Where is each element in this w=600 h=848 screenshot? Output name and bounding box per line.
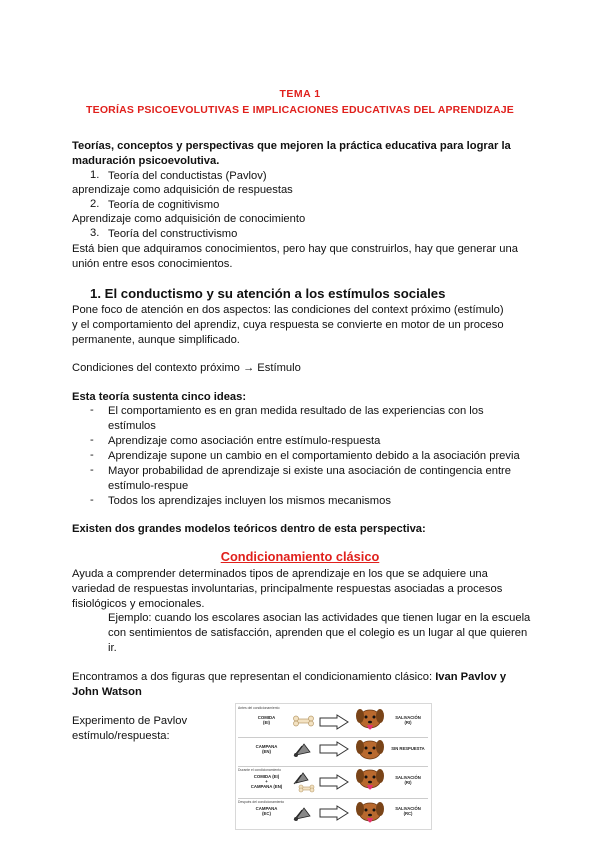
stimulus-plus: + bbox=[265, 779, 268, 784]
idea-item: Aprendizaje como asociación entre estímulo-respuesta bbox=[108, 435, 381, 447]
figures-bold1: Ivan Pavlov y bbox=[435, 671, 507, 683]
example-line2: con sentimientos de satisfacción, aprenden que el colegio es un lugar al que quieren bbox=[108, 627, 528, 639]
list-number: 2. bbox=[90, 198, 100, 210]
experiment-line2: estímulo/respuesta: bbox=[72, 730, 170, 742]
stimulus-label bbox=[239, 774, 294, 789]
response-text: SIN RESPUESTA bbox=[391, 746, 425, 751]
figure-caption: Durante el condicionamiento bbox=[238, 768, 281, 772]
bell-icon bbox=[292, 804, 314, 822]
response-code: (RI) bbox=[404, 780, 412, 785]
figure-caption: Después del condicionamiento bbox=[238, 800, 285, 804]
arrow-icon bbox=[319, 741, 349, 757]
response-label bbox=[388, 775, 428, 785]
stimulus-code: (EN) bbox=[262, 749, 271, 754]
list-number: 1. bbox=[90, 169, 100, 181]
stimulus-text: CAMPANA bbox=[255, 744, 278, 749]
stimulus-label bbox=[239, 744, 294, 754]
figures-bold2: John Watson bbox=[72, 686, 142, 698]
figures-line1 bbox=[72, 670, 506, 685]
stimulus-text: CAMPANA bbox=[255, 806, 278, 811]
intro-heading-line1: Teorías, conceptos y perspectivas que mejoren la práctica educativa para lograr la bbox=[72, 140, 511, 152]
section1-paragraph-line3: permanente, aunque simplificado. bbox=[72, 334, 240, 346]
bullet-dash: - bbox=[90, 449, 94, 461]
figure-caption: Antes del condicionamiento bbox=[238, 706, 280, 710]
bone-icon bbox=[291, 714, 316, 728]
tema-title: TEMA 1 bbox=[279, 88, 321, 100]
arrow-icon bbox=[319, 714, 349, 730]
response-text: SALIVACIÓN bbox=[395, 715, 421, 720]
pavlov-experiment-figure bbox=[235, 703, 432, 830]
clasico-paragraph-line3: fisiológicos y emocionales. bbox=[72, 598, 205, 610]
response-text: SALIVACIÓN bbox=[395, 775, 421, 780]
intro-paragraph-line1: Está bien que adquiramos conocimientos, pero hay que construirlos, hay que generar una bbox=[72, 243, 518, 255]
dog-salivating-icon bbox=[351, 766, 389, 796]
bullet-dash: - bbox=[90, 494, 94, 506]
condition-line: Condiciones del contexto próximo → Estímulo bbox=[72, 362, 301, 374]
idea-item: Todos los aprendizajes incluyen los mismos mecanismos bbox=[108, 495, 391, 507]
bullet-dash: - bbox=[90, 434, 94, 446]
figure-divider bbox=[238, 766, 428, 767]
section1-heading: 1. El conductismo y su atención a los estímulos sociales bbox=[90, 286, 446, 301]
response-label bbox=[388, 746, 428, 751]
figures-pre: Encontramos a dos figuras que representan el condicionamiento clásico: bbox=[72, 671, 433, 683]
clasico-heading: Condicionamiento clásico bbox=[220, 549, 380, 564]
clasico-paragraph-line2: variedad de respuestas involuntarias, principalmente respuestas asociadas a procesos bbox=[72, 583, 503, 595]
section1-paragraph-line1: Pone foco de atención en dos aspectos: las condiciones del context próximo (estímulo) bbox=[72, 304, 504, 316]
dog-neutral-icon bbox=[351, 736, 389, 764]
response-label bbox=[388, 715, 428, 725]
experiment-line1: Experimento de Pavlov bbox=[72, 715, 188, 727]
bell-and-bone-icon bbox=[292, 770, 318, 794]
list-item: Teoría de cognitivismo bbox=[108, 199, 220, 211]
response-label bbox=[388, 806, 428, 816]
clasico-paragraph-line1: Ayuda a comprender determinados tipos de aprendizaje en los que se adquiere una bbox=[72, 568, 488, 580]
idea-item: Aprendizaje supone un cambio en el comportamiento debido a la asociación previa bbox=[108, 450, 520, 462]
stimulus-text: COMIDA (EI) bbox=[253, 774, 280, 779]
response-code: (RC) bbox=[403, 811, 413, 816]
intro-paragraph-line2: unión entre esos conocimientos. bbox=[72, 258, 233, 270]
figure-divider bbox=[238, 737, 428, 738]
response-code: (RI) bbox=[404, 720, 412, 725]
idea-item: Mayor probabilidad de aprendizaje si existe una asociación de contingencia entre bbox=[108, 465, 512, 477]
document-subtitle: TEORÍAS PSICOEVOLUTIVAS E IMPLICACIONES EDUCATIVAS DEL APRENDIZAJE bbox=[86, 104, 514, 116]
idea-item-cont: estímulos bbox=[108, 420, 156, 432]
list-item-desc: aprendizaje como adquisición de respuestas bbox=[72, 184, 293, 196]
figure-divider bbox=[238, 798, 428, 799]
intro-heading-line2: maduración psicoevolutiva. bbox=[72, 155, 220, 167]
stimulus-code: (EC) bbox=[262, 811, 271, 816]
section1-paragraph-line2: y el comportamiento del aprendiz, cuya respuesta se convierte en motor de un proceso bbox=[72, 319, 504, 331]
ideas-heading: Esta teoría sustenta cinco ideas: bbox=[72, 391, 247, 403]
stimulus-text: CAMPANA (EN) bbox=[250, 784, 283, 789]
list-item: Teoría del constructivismo bbox=[108, 228, 238, 240]
response-text: SALIVACIÓN bbox=[395, 806, 421, 811]
list-number: 3. bbox=[90, 227, 100, 239]
example-line3: ir. bbox=[108, 642, 117, 654]
list-item-desc: Aprendizaje como adquisición de conocimiento bbox=[72, 213, 306, 225]
idea-item-cont: estímulo-respue bbox=[108, 480, 189, 492]
stimulus-label bbox=[239, 715, 294, 725]
arrow-icon bbox=[319, 774, 349, 790]
stimulus-code: (EI) bbox=[263, 720, 270, 725]
bullet-dash: - bbox=[90, 404, 94, 416]
dog-salivating-icon bbox=[351, 799, 389, 829]
arrow-icon bbox=[319, 805, 349, 821]
bell-icon bbox=[292, 740, 314, 758]
example-line1: Ejemplo: cuando los escolares asocian las actividades que tienen lugar en la escuela bbox=[108, 612, 531, 624]
idea-item: El comportamiento es en gran medida resultado de las experiencias con los bbox=[108, 405, 484, 417]
models-heading: Existen dos grandes modelos teóricos dentro de esta perspectiva: bbox=[72, 523, 426, 535]
list-item: Teoría del conductistas (Pavlov) bbox=[108, 170, 267, 182]
bullet-dash: - bbox=[90, 464, 94, 476]
stimulus-label bbox=[239, 806, 294, 816]
stimulus-text: COMIDA bbox=[257, 715, 276, 720]
dog-salivating-icon bbox=[351, 706, 389, 736]
